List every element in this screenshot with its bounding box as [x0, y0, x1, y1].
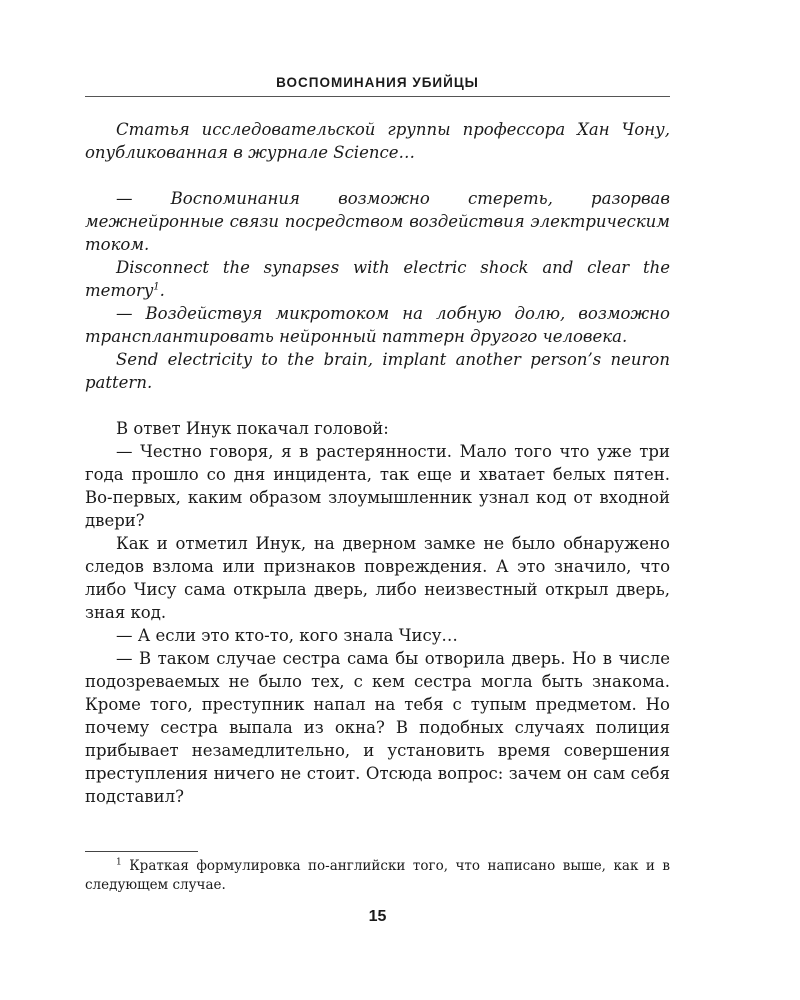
paragraph-text: В ответ Инук покачал головой: — [116, 419, 389, 438]
paragraph-text: Disconnect the synapses with electric shock and clear the memory — [85, 258, 670, 300]
main-text — [85, 118, 670, 808]
paragraph — [85, 118, 670, 164]
paragraph-text: — В таком случае сестра сама бы отворила дверь. Но в числе подозреваемых не было тех, с кем сестра могла быть знакома. Кроме того, преступник напал на тебя с тупым предметом. Но почему сестра выпала из окна? В подобных случаях полиция прибывает незамедлительно, и установить время совершения преступления ничего не стоит. Отсюда вопрос: зачем он сам себя подставил? — [85, 649, 670, 806]
paragraph — [85, 624, 670, 647]
paragraph-text: — Воздействуя микротоком на лобную долю, возможно трансплантировать нейронный паттерн другого человека. — [85, 304, 670, 346]
paragraph — [85, 348, 670, 394]
paragraph — [85, 532, 670, 624]
paragraph-text: Send electricity to the brain, implant another person’s neuron pattern. — [85, 350, 670, 392]
paragraph-gap — [85, 394, 670, 417]
paragraph-text: — А если это кто-то, кого знала Чису… — [116, 626, 458, 645]
paragraph-gap — [85, 164, 670, 187]
paragraph-text: — Честно говоря, я в растерянности. Мало того что уже три года прошло со дня инцидента, так еще и хватает белых пятен. Во-первых, каким образом злоумышленник узнал код от входной двери? — [85, 442, 670, 530]
paragraph — [85, 302, 670, 348]
footnote-divider — [85, 851, 198, 852]
footnote — [85, 857, 670, 895]
running-header — [85, 74, 670, 97]
paragraph — [85, 417, 670, 440]
paragraph-text: Статья исследовательской группы профессора Хан Чону, опубликованная в журнале Science… — [85, 120, 670, 162]
book-title: ВОСПОМИНАНИЯ УБИЙЦЫ — [276, 75, 479, 90]
paragraph — [85, 647, 670, 808]
paragraph-text: Как и отметил Инук, на дверном замке не было обнаружено следов взлома или признаков повреждения. А это значило, что либо Чису сама открыла дверь, либо неизвестный открыл дверь, зная код. — [85, 534, 670, 622]
footnote-mark: 1 — [116, 857, 122, 868]
footnote-reference: 1 — [153, 281, 160, 293]
footnote-text: Краткая формулировка по-английски того, что написано выше, как и в следующем случае. — [85, 858, 670, 893]
page-number: 15 — [368, 908, 387, 925]
paragraph-text: — Воспоминания возможно стереть, разорвав межнейронные связи посредством воздействия электрическим током. — [85, 189, 670, 254]
paragraph — [85, 187, 670, 256]
paragraph: Disconnect the synapses with electric shock and clear the memory$^1$. — [85, 258, 670, 300]
paragraph — [85, 440, 670, 532]
